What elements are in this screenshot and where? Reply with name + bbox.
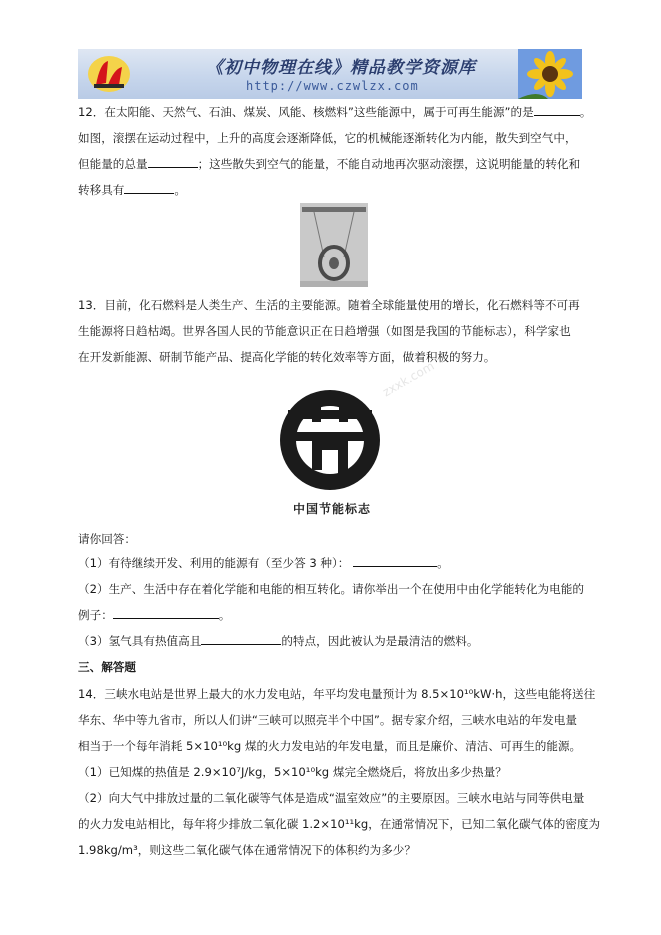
q13-sub3: （3）氢气具有热值高且 的特点，因此被认为是最清洁的燃料。	[78, 634, 479, 648]
header-banner	[78, 49, 582, 99]
q12-line3: 但能量的总量 ；这些散失到空气的能量，不能自动地再次驱动滚摆，这说明能量的转化和	[78, 157, 581, 171]
q12-line2: 如图，滚摆在运动过程中，上升的高度会逐渐降低，它的机械能逐渐转化为内能，散失到空气中，	[78, 131, 577, 145]
maxwell-wheel-image	[300, 203, 368, 287]
banner-title: 《初中物理在线》精品教学资源库	[206, 58, 476, 78]
q13-sub2a: （2）生产、生活中存在着化学能和电能的相互转化。请你举出一个在使用中由化学能转化为电能的	[78, 582, 584, 596]
answer-blank[interactable]	[534, 104, 580, 116]
q14-line3: 相当于一个每年消耗 5×10¹⁰kg 煤的火力发电站的年发电量，而且是廉价、清洁、可再生的能源。	[78, 739, 582, 753]
q14-sub2a: （2）向大气中排放过量的二氧化碳等气体是造成“温室效应”的主要原因。三峡水电站与同等供电量	[78, 791, 585, 805]
answer-blank[interactable]	[201, 633, 281, 645]
q13-sub2b: 例子： 。	[78, 608, 231, 622]
q12-line1: 12．在太阳能、天然气、石油、煤炭、风能、核燃料”这些能源中，属于可再生能源”的是 。	[78, 105, 592, 119]
emblem-caption: 中国节能标志	[293, 502, 372, 516]
q14-sub1: （1）已知煤的热值是 2.9×10⁷J/kg，5×10¹⁰kg 煤完全燃烧后，将放出多少热量？	[78, 765, 507, 779]
q13-line3: 在开发新能源、研制节能产品、提高化学能的转化效率等方面，做着积极的努力。	[78, 350, 496, 364]
q12-line4: 转移具有 。	[78, 183, 186, 197]
q14-line2: 华东、华中等九省市，所以人们讲“三峡可以照亮半个中国”。据专家介绍，三峡水电站的年发电量	[78, 713, 577, 727]
q14-sub2b: 的火力发电站相比，每年将少排放二氧化碳 1.2×10¹¹kg，在通常情况下，已知二氧化碳气体的密度为	[78, 817, 601, 831]
q13-line2: 生能源将日趋枯竭。世界各国人民的节能意识正在日趋增强（如图是我国的节能标志），科学家也	[78, 324, 571, 338]
sunflower-icon	[518, 49, 582, 99]
answer-blank[interactable]	[124, 182, 174, 194]
site-logo-icon	[86, 53, 132, 95]
answer-blank[interactable]	[148, 156, 198, 168]
q14-line1: 14．三峡水电站是世界上最大的水力发电站，年平均发电量预计为 8.5×10¹⁰kW·h，这些电能将送往	[78, 687, 596, 701]
q14-sub2c: 1.98kg/m³，则这些二氧化碳气体在通常情况下的体积约为多少？	[78, 843, 416, 857]
answer-blank[interactable]	[113, 607, 219, 619]
watermark-text: zxxk.com	[380, 358, 437, 400]
energy-saving-emblem-icon	[278, 388, 382, 492]
answer-blank[interactable]	[353, 555, 437, 567]
q13-line1: 13．目前，化石燃料是人类生产、生活的主要能源。随着全球能量使用的增长，化石燃料等不可再	[78, 298, 580, 312]
section-heading: 三、解答题	[78, 660, 136, 674]
q13-prompt: 请你回答：	[78, 532, 136, 546]
banner-url: http://www.czwlzx.com	[246, 79, 419, 93]
q13-sub1: （1）有待继续开发、利用的能源有（至少答 3 种）： 。	[78, 556, 449, 570]
